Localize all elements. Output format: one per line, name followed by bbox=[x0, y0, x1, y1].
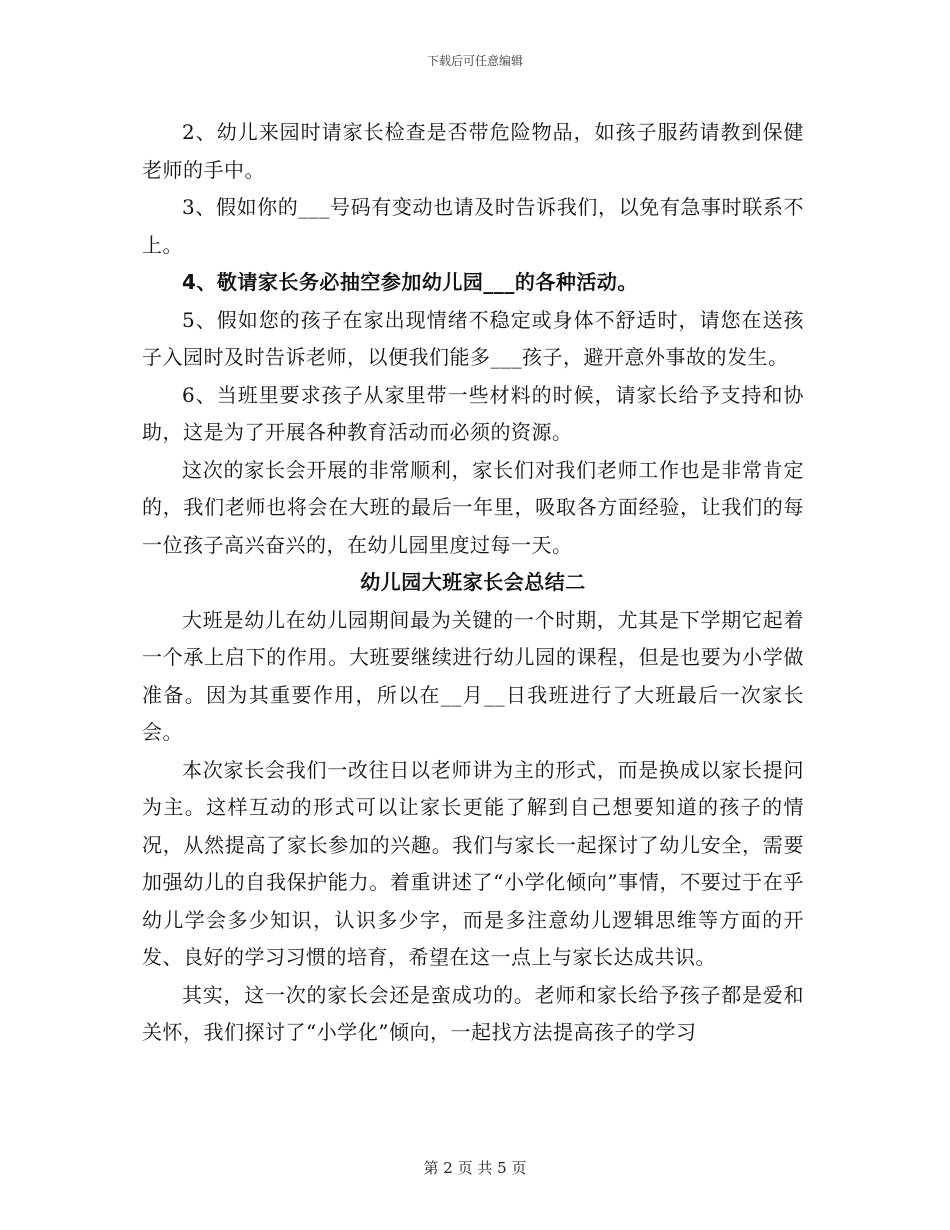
paragraph-intro: 大班是幼儿在幼儿园期间最为关键的一个时期，尤其是下学期它起着一个承上启下的作用。大班要继续进行幼儿园的课程，但是也要为小学做准备。因为其重要作用，所以在__月__日我班进行了大班最后一次家长会。 bbox=[142, 607, 804, 744]
page-header: 下载后可任意编辑 bbox=[426, 54, 523, 68]
paragraph-item-3: 3、假如你的___号码有变动也请及时告诉我们，以免有急事时联系不上。 bbox=[142, 195, 804, 257]
document-body bbox=[142, 114, 804, 1052]
paragraph-item-4: 4、敬请家长务必抽空参加幼儿园___的各种活动。 bbox=[182, 270, 638, 294]
paragraph-summary: 这次的家长会开展的非常顺利，家长们对我们老师工作也是非常肯定的，我们老师也将会在大班的最后一年里，吸取各方面经验，让我们的每一位孩子高兴奋兴的，在幼儿园里度过每一天。 bbox=[142, 457, 804, 557]
page-footer: 第 2 页 共 5 页 bbox=[423, 1159, 527, 1177]
paragraph-item-6: 6、当班里要求孩子从家里带一些材料的时候，请家长给予支持和协助，这是为了开展各种教育活动而必须的资源。 bbox=[142, 382, 804, 444]
paragraph-meeting-format: 本次家长会我们一改往日以老师讲为主的形式，而是换成以家长提问为主。这样互动的形式可以让家长更能了解到自己想要知道的孩子的情况，从然提高了家长参加的兴趣。我们与家长一起探讨了幼儿安全，需要加强幼儿的自我保护能力。着重讲述了“小学化倾向”事情，不要过于在乎幼儿学会多少知识，认识多少字，而是多注意幼儿逻辑思维等方面的开发、良好的学习习惯的培育，希望在这一点上与家长达成共识。 bbox=[142, 757, 804, 969]
section-title: 幼儿园大班家长会总结二 bbox=[360, 570, 586, 594]
paragraph-item-2: 2、幼儿来园时请家长检查是否带危险物品，如孩子服药请教到保健老师的手中。 bbox=[142, 120, 804, 182]
paragraph-conclusion: 其实，这一次的家长会还是蛮成功的。老师和家长给予孩子都是爱和关怀，我们探讨了“小学化”倾向，一起找方法提高孩子的学习 bbox=[142, 982, 804, 1044]
paragraph-item-5: 5、假如您的孩子在家出现情绪不稳定或身体不舒适时，请您在送孩子入园时及时告诉老师，以便我们能多___孩子，避开意外事故的发生。 bbox=[142, 307, 804, 369]
